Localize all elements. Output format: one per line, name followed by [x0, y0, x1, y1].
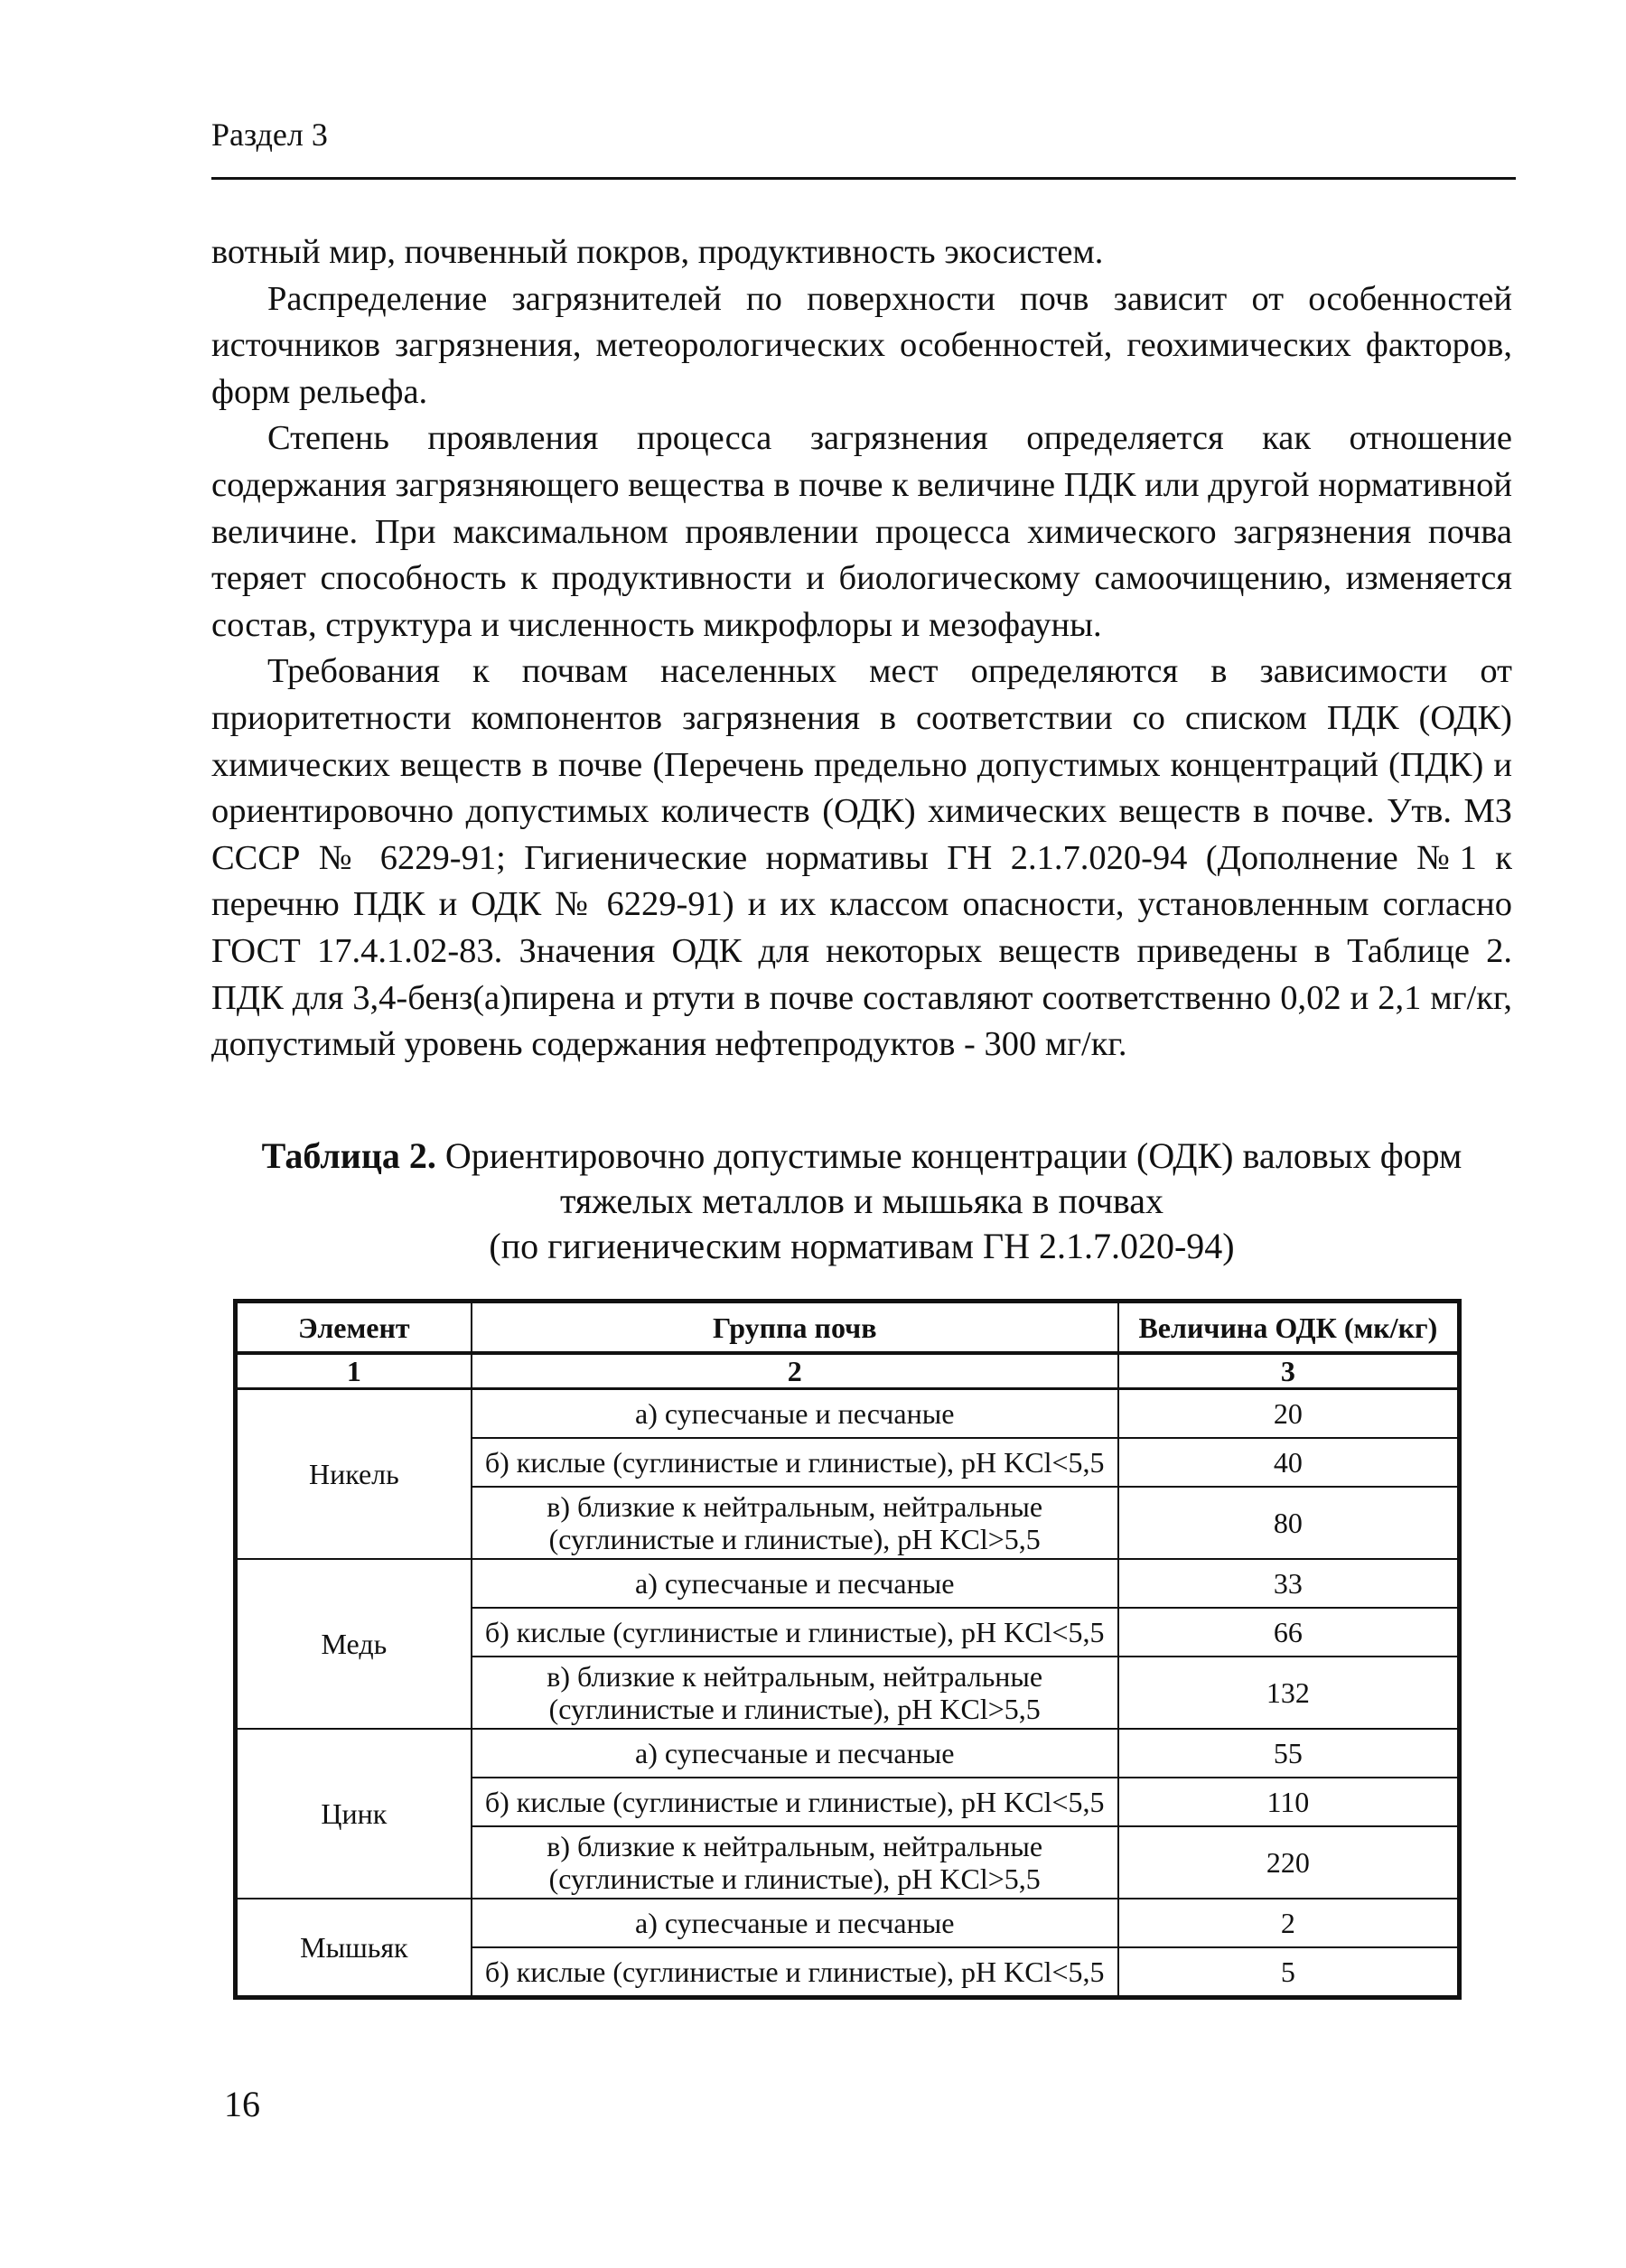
- element-cell: Медь: [236, 1559, 472, 1729]
- soil-group-cell: б) кислые (суглинистые и глинистые), рН KCl<5,5: [472, 1438, 1118, 1487]
- odk-value-cell: 220: [1118, 1826, 1460, 1899]
- soil-group-cell: б) кислые (суглинистые и глинистые), рН KCl<5,5: [472, 1778, 1118, 1826]
- paragraph: Распределение загрязнителей по поверхности почв зависит от особенностей источников загрязнения, метеорологических особенностей, геохимических факторов, форм рельефа.: [211, 279, 1512, 411]
- header-row: [236, 1302, 1460, 1354]
- odk-value-cell: 33: [1118, 1559, 1460, 1608]
- element-cell: Мышьяк: [236, 1899, 472, 1998]
- soil-group-line: (суглинистые и глинистые), рН KCl>5,5: [548, 1693, 1041, 1725]
- soil-group-line: в) близкие к нейтральным, нейтральные: [547, 1830, 1043, 1862]
- column-header-group: Группа почв: [472, 1302, 1118, 1354]
- soil-group-cell: [472, 1826, 1118, 1899]
- odk-value-cell: 55: [1118, 1729, 1460, 1778]
- odk-value-cell: 20: [1118, 1389, 1460, 1439]
- soil-group-line: (суглинистые и глинистые), рН KCl>5,5: [548, 1523, 1041, 1555]
- running-head: Раздел 3: [211, 117, 328, 153]
- odk-value-cell: 5: [1118, 1947, 1460, 1998]
- caption-line: тяжелых металлов и мышьяка в почвах: [559, 1181, 1164, 1221]
- odk-value-cell: 66: [1118, 1608, 1460, 1657]
- soil-group-line: (суглинистые и глинистые), рН KCl>5,5: [548, 1862, 1041, 1895]
- column-number-row: [236, 1353, 1460, 1389]
- caption-label: Таблица 2.: [261, 1135, 436, 1176]
- soil-group-line: в) близкие к нейтральным, нейтральные: [547, 1660, 1043, 1693]
- column-header-value: Величина ОДК (мк/кг): [1118, 1302, 1460, 1354]
- caption-text: Ориентировочно допустимые концентрации (ОДК) валовых форм: [435, 1135, 1462, 1176]
- soil-group-cell: а) супесчаные и песчаные: [472, 1389, 1118, 1439]
- soil-group-line: в) близкие к нейтральным, нейтральные: [547, 1490, 1043, 1523]
- soil-group-cell: [472, 1657, 1118, 1729]
- element-cell: Цинк: [236, 1729, 472, 1899]
- paragraph: вотный мир, почвенный покров, продуктивность экосистем.: [211, 233, 1104, 271]
- column-number: 1: [236, 1353, 472, 1389]
- odk-value-cell: 40: [1118, 1438, 1460, 1487]
- caption-line: (по гигиеническим нормативам ГН 2.1.7.020-94): [489, 1226, 1235, 1266]
- page-number: 16: [224, 2084, 260, 2124]
- soil-group-cell: [472, 1487, 1118, 1559]
- column-number: 2: [472, 1353, 1118, 1389]
- odk-table: [233, 1299, 1462, 2000]
- soil-group-cell: б) кислые (суглинистые и глинистые), рН KCl<5,5: [472, 1947, 1118, 1998]
- column-header-element: Элемент: [236, 1302, 472, 1354]
- header-rule: [211, 177, 1516, 180]
- odk-value-cell: 110: [1118, 1778, 1460, 1826]
- column-number: 3: [1118, 1353, 1460, 1389]
- soil-group-cell: б) кислые (суглинистые и глинистые), рН KCl<5,5: [472, 1608, 1118, 1657]
- table-row: [236, 1729, 1460, 1778]
- soil-group-cell: а) супесчаные и песчаные: [472, 1729, 1118, 1778]
- body-text: [211, 229, 1512, 1069]
- odk-value-cell: 2: [1118, 1899, 1460, 1947]
- table-row: [236, 1559, 1460, 1608]
- paragraph: Требования к почвам населенных мест определяются в зависимости от приоритетности компонентов загрязнения в соответствии со списком ПДК (ОДК) химических веществ в почве (Перечень предельно допустимых концентраций (ПДК) и ориентировочно допустимых количеств (ОДК) химических веществ в почве. Утв. МЗ СССР № 6229-91; Гигиенические нормативы ГН 2.1.7.020-94 (Дополнение №1 к перечню ПДК и ОДК № 6229-91) и их классом опасности, установленным согласно ГОСТ 17.4.1.02-83. Значения ОДК для некоторых веществ приведены в Таблице 2. ПДК для 3,4-бенз(а)пирена и ртути в почве составляют соответственно 0,02 и 2,1 мг/кг, допустимый уровень содержания нефтепродуктов - 300 мг/кг.: [211, 652, 1512, 1064]
- odk-value-cell: 80: [1118, 1487, 1460, 1559]
- table-row: [236, 1899, 1460, 1947]
- table-row: [236, 1389, 1460, 1439]
- table-caption: [211, 1134, 1512, 1269]
- caption-line: [211, 1134, 1512, 1179]
- paragraph: Степень проявления процесса загрязнения определяется как отношение содержания загрязняющего вещества в почве к величине ПДК или другой нормативной величине. При максимальном проявлении процесса химического загрязнения почва теряет способность к продуктивности и биологическому самоочищению, изменяется состав, структура и численность микрофлоры и мезофауны.: [211, 419, 1512, 644]
- element-cell: Никель: [236, 1389, 472, 1560]
- soil-group-cell: а) супесчаные и песчаные: [472, 1559, 1118, 1608]
- soil-group-cell: а) супесчаные и песчаные: [472, 1899, 1118, 1947]
- odk-value-cell: 132: [1118, 1657, 1460, 1729]
